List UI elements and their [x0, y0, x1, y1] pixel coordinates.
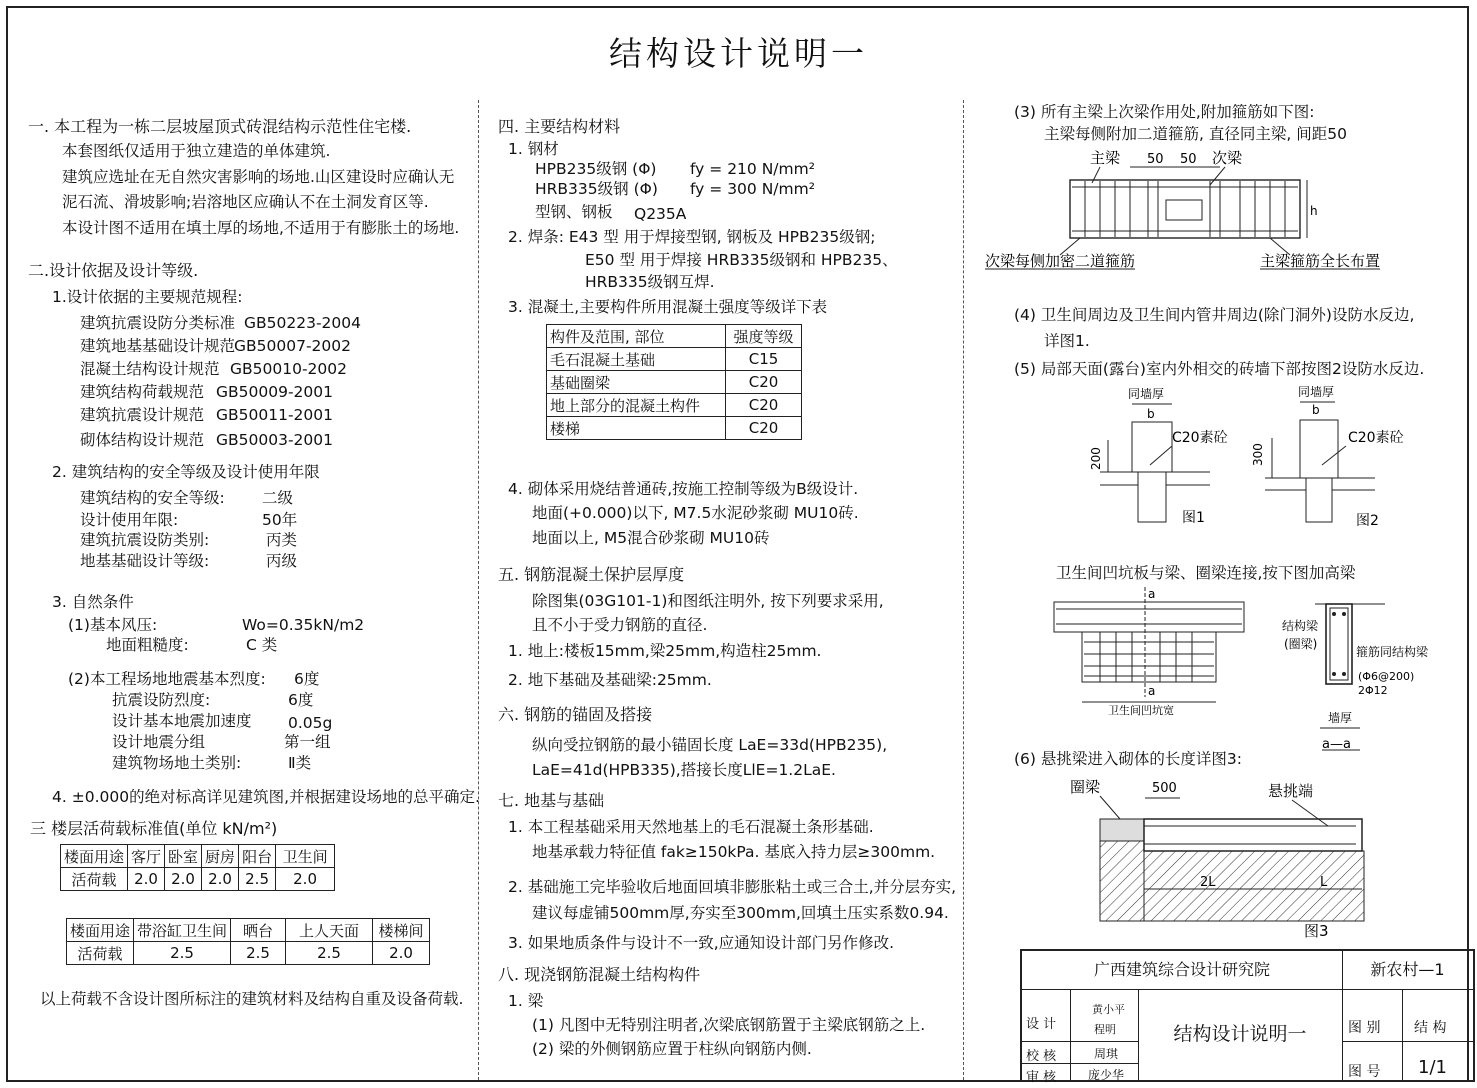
s5-line: 2. 地下基础及基础梁:25mm. [508, 671, 712, 689]
tb-category-label: 图 别 [1348, 1020, 1381, 1036]
column-divider-1 [478, 100, 479, 1080]
code-name: 建筑结构荷载规范 [80, 383, 205, 401]
tb-number-value: 1/1 [1418, 1057, 1447, 1078]
tb-number-label: 图 号 [1348, 1064, 1381, 1080]
code-number: GB50011-2001 [216, 406, 333, 424]
quake-value: 第一组 [284, 733, 331, 751]
tb-designer: 黄小平 [1092, 1003, 1125, 1016]
quake-value: 0.05g [288, 714, 333, 732]
quake-key: 建筑物场地土类别: [112, 754, 242, 772]
grade-value: 50年 [262, 511, 298, 529]
s2-sub4: 4. ±0.000的绝对标高详见建筑图,并根据建设场地的总平确定. [52, 788, 480, 806]
fig3-L: L [1320, 875, 1328, 890]
column-divider-2 [963, 100, 964, 1080]
s1-line: 本套图纸仅适用于独立建造的单体建筑. [62, 142, 331, 160]
s2-sub3: 3. 自然条件 [52, 593, 134, 611]
s7-line: 3. 如果地质条件与设计不一致,应通知设计部门另作修改. [508, 934, 895, 952]
td: 2.5 [231, 942, 286, 965]
td: C15 [726, 348, 802, 371]
section-3-heading: 三 楼层活荷载标准值(单位 kN/m²) [30, 819, 278, 838]
tb-checker: 周琪 [1094, 1047, 1119, 1061]
td: 2.5 [134, 942, 231, 965]
th: 强度等级 [726, 325, 802, 348]
sec-beam-label: 次梁 [1212, 149, 1243, 167]
section-4-heading: 四. 主要结构材料 [498, 117, 621, 136]
th: 构件及范围, 部位 [547, 325, 726, 348]
figure-2 [1240, 380, 1404, 530]
weld-line: HRB335级钢互焊. [585, 273, 715, 291]
tb-designer-2: 程明 [1094, 1023, 1116, 1036]
s2-sub2: 2. 建筑结构的安全等级及设计使用年限 [52, 463, 320, 481]
th: 楼面用途 [67, 919, 134, 942]
td: 基础圈梁 [547, 371, 726, 394]
fig1-wall: 同墙厚 [1128, 387, 1165, 401]
dim-50-b: 50 [1180, 152, 1197, 167]
quake-value: Ⅱ类 [288, 754, 312, 772]
grade-key: 地基基础设计等级: [80, 552, 210, 570]
r6-line: (6) 悬挑梁进入砌体的长度详图3: [1014, 750, 1242, 768]
grade-value: 丙级 [266, 552, 298, 570]
fig3-2L: 2L [1200, 875, 1216, 890]
main-beam-note: 主梁箍筋全长布置 [1260, 252, 1381, 270]
hrb-value: fy = 300 N/mm² [690, 180, 815, 198]
pit-bars: 2Φ12 [1358, 684, 1388, 697]
td: C20 [726, 417, 802, 440]
th: 晒台 [231, 919, 286, 942]
th: 楼面用途 [61, 845, 128, 868]
grade-value: 二级 [262, 489, 294, 507]
td: 2.5 [239, 868, 276, 891]
s1-line: 本设计图不适用在填土厚的场地,不适用于有膨胀土的场地. [62, 219, 460, 237]
section-1-heading: 一. 本工程为一栋二层坡屋顶式砖混结构示范性住宅楼. [28, 117, 412, 136]
wind-key: (1)基本风压: [68, 616, 158, 634]
section-7-heading: 七. 地基与基础 [498, 791, 605, 810]
fig3-cantilever: 悬挑端 [1268, 782, 1314, 800]
fig3-ring: 圈梁 [1070, 778, 1101, 796]
tb-drawing-name: 结构设计说明一 [1173, 1023, 1307, 1045]
th: 客厅 [128, 845, 165, 868]
section-6-heading: 六. 钢筋的锚固及搭接 [498, 705, 653, 724]
masonry-line: 4. 砌体采用烧结普通砖,按施工控制等级为B级设计. [508, 480, 859, 498]
s7-line: 2. 基础施工完毕验收后地面回填非膨胀粘土或三合土,并分层夯实, [508, 878, 957, 896]
s1-line: 泥石流、滑坡影响;岩溶地区应确认不在土洞发育区等. [62, 193, 429, 211]
td: C20 [726, 394, 802, 417]
steel-label: 1. 钢材 [508, 140, 559, 158]
r4-line: (5) 局部天面(露台)室内外相交的砖墙下部按图2设防水反边. [1014, 360, 1425, 378]
code-name: 建筑抗震设防分类标准 [80, 314, 236, 332]
pit-diagram [1050, 582, 1450, 757]
section-2-heading: 二.设计依据及设计等级. [28, 261, 199, 280]
quake-value: 6度 [288, 691, 314, 709]
dim-50-a: 50 [1147, 152, 1164, 167]
code-name: 建筑地基基础设计规范 [80, 337, 236, 355]
th: 阳台 [239, 845, 276, 868]
code-number: GB50010-2002 [230, 360, 347, 378]
section-5-heading: 五. 钢筋混凝土保护层厚度 [498, 565, 685, 584]
quake-key: 设计基本地震加速度 [112, 712, 252, 730]
code-name: 混凝土结构设计规范 [80, 360, 220, 378]
fig1-b: b [1147, 407, 1155, 421]
s6-line: LaE=41d(HPB335),搭接长度LlE=1.2LaE. [532, 761, 836, 779]
grade-key: 设计使用年限: [80, 511, 179, 529]
fig2-wall: 同墙厚 [1298, 385, 1335, 399]
masonry-line: 地面(+0.000)以下, M7.5水泥砂浆砌 MU10砖. [532, 504, 859, 522]
code-number: GB50223-2004 [244, 314, 361, 332]
rough-key: 地面粗糙度: [106, 636, 189, 654]
section-8-heading: 八. 现浇钢筋混凝土结构构件 [498, 965, 701, 984]
s2-sub1: 1.设计依据的主要规范规程: [52, 288, 243, 306]
th: 带浴缸卫生间 [134, 919, 231, 942]
fig2-b: b [1312, 403, 1320, 417]
tb-review-label: 审 核 [1026, 1070, 1057, 1085]
pit-struct-beam: 结构梁 [1282, 619, 1319, 633]
s5-line: 除图集(03G101-1)和图纸注明外, 按下列要求采用, [532, 592, 884, 610]
tb-project: 新农村—1 [1370, 960, 1445, 979]
hpb-value: fy = 210 N/mm² [690, 160, 815, 178]
fig3-dim-500: 500 [1152, 781, 1177, 796]
fig1-height: 200 [1089, 447, 1103, 470]
s7-line: 地基承载力特征值 fak≥150kPa. 基底入持力层≥300mm. [532, 843, 936, 861]
tb-design-label: 设 计 [1026, 1017, 1057, 1032]
quake-value: 6度 [294, 670, 320, 688]
quake-key: (2)本工程场地地震基本烈度: [68, 670, 266, 688]
pit-a-bottom: a [1148, 684, 1156, 698]
th: 卧室 [165, 845, 202, 868]
page-title: 结构设计说明一 [609, 34, 868, 73]
td: 2.0 [202, 868, 239, 891]
fig2-height: 300 [1251, 443, 1265, 466]
weld-line: 2. 焊条: E43 型 用于焊接型钢, 钢板及 HPB235级钢; [508, 228, 876, 246]
code-number: GB50009-2001 [216, 383, 333, 401]
s5-line: 且不小于受力钢筋的直径. [532, 616, 708, 634]
hrb-label: HRB335级钢 (Φ) [535, 180, 658, 198]
main-beam-label: 主梁 [1090, 149, 1121, 167]
wind-value: Wo=0.35kN/m2 [242, 616, 365, 634]
r3-line: (3) 所有主梁上次梁作用处,附加箍筋如下图: [1014, 103, 1315, 121]
load-note: 以上荷载不含设计图所标注的建筑材料及结构自重及设备荷载. [40, 990, 464, 1008]
s8-line: (1) 凡图中无特别注明者,次梁底钢筋置于主梁底钢筋之上. [532, 1016, 926, 1034]
tb-reviewer: 庞少华 [1088, 1068, 1125, 1082]
masonry-line: 地面以上, M5混合砂浆砌 MU10砖 [532, 529, 770, 547]
pit-section: a—a [1322, 737, 1351, 752]
td: 活荷载 [67, 942, 134, 965]
s8-line: (2) 梁的外侧钢筋应置于柱纵向钢筋内侧. [532, 1040, 812, 1058]
td: 2.0 [128, 868, 165, 891]
live-load-table-2 [66, 918, 430, 965]
quake-key: 设计地震分组 [112, 733, 206, 751]
r4-line: (4) 卫生间周边及卫生间内管井周边(除门洞外)设防水反边, [1014, 306, 1415, 324]
concrete-label: 3. 混凝土,主要构件所用混凝土强度等级详下表 [508, 298, 828, 316]
td: 毛石混凝土基础 [547, 348, 726, 371]
rough-value: C 类 [246, 636, 278, 654]
tb-check-label: 校 核 [1026, 1049, 1057, 1064]
td: 2.5 [286, 942, 373, 965]
concrete-grade-table [546, 324, 802, 440]
td: 2.0 [373, 942, 430, 965]
code-name: 建筑抗震设计规范 [80, 406, 205, 424]
beam-label: 1. 梁 [508, 992, 544, 1010]
td: C20 [726, 371, 802, 394]
fig1-concrete: C20素砼 [1172, 430, 1228, 446]
weld-line: E50 型 用于焊接 HRB335级钢和 HPB235、 [585, 251, 898, 269]
code-name: 砌体结构设计规范 [80, 431, 205, 449]
pit-a-top: a [1148, 587, 1156, 601]
th: 卫生间 [276, 845, 335, 868]
figure-3 [1060, 774, 1390, 944]
grade-value: 丙类 [266, 531, 298, 549]
s1-line: 建筑应选址在无自然灾害影响的场地.山区建设时应确认无 [62, 168, 455, 186]
figure-1 [1080, 380, 1240, 530]
fig2-concrete: C20素砼 [1348, 430, 1404, 446]
th: 厨房 [202, 845, 239, 868]
s6-line: 纵向受拉钢筋的最小锚固长度 LaE=33d(HPB235), [532, 736, 888, 754]
pit-width: 卫生间凹坑宽 [1108, 704, 1174, 717]
pit-ring-beam: (圈梁) [1284, 637, 1318, 651]
td: 楼梯 [547, 417, 726, 440]
pit-stirrup-spec: (Φ6@200) [1358, 670, 1415, 683]
grade-key: 建筑抗震设防类别: [80, 531, 210, 549]
td: 活荷载 [61, 868, 128, 891]
hpb-label: HPB235级钢 (Φ) [535, 160, 657, 178]
fig2-label: 图2 [1356, 513, 1379, 529]
s7-line: 1. 本工程基础采用天然地基上的毛石混凝土条形基础. [508, 818, 874, 836]
s5-line: 1. 地上:楼板15mm,梁25mm,构造柱25mm. [508, 642, 822, 660]
th: 上人天面 [286, 919, 373, 942]
r3-line: 主梁每侧附加二道箍筋, 直径同主梁, 间距50 [1044, 125, 1347, 143]
td: 2.0 [165, 868, 202, 891]
grade-key: 建筑结构的安全等级: [80, 489, 225, 507]
shape-label: 型钢、钢板 [535, 203, 613, 221]
height-h: h [1310, 204, 1318, 218]
td: 2.0 [276, 868, 335, 891]
s7-line: 建议每虚铺500mm厚,夯实至300mm,回填土压实系数0.94. [532, 904, 949, 922]
td: 地上部分的混凝土构件 [547, 394, 726, 417]
shape-value: Q235A [634, 205, 687, 223]
tb-category-value: 结 构 [1414, 1020, 1447, 1036]
stirrup-diagram [980, 145, 1400, 275]
tb-organization: 广西建筑综合设计研究院 [1093, 960, 1270, 979]
sec-beam-note: 次梁每侧加密二道箍筋 [985, 252, 1136, 270]
live-load-table-1 [60, 844, 335, 891]
quake-key: 抗震设防烈度: [112, 691, 211, 709]
fig3-label: 图3 [1304, 922, 1329, 940]
fig1-label: 图1 [1182, 510, 1205, 526]
th: 楼梯间 [373, 919, 430, 942]
pit-caption: 卫生间凹坑板与梁、圈梁连接,按下图加高梁 [1056, 564, 1356, 582]
code-number: GB50003-2001 [216, 431, 333, 449]
pit-stirrup-same: 箍筋同结构梁 [1356, 645, 1429, 659]
title-block [1020, 949, 1475, 1085]
pit-wall-thk: 墙厚 [1328, 711, 1353, 725]
r4-line: 详图1. [1044, 332, 1090, 350]
code-number: GB50007-2002 [234, 337, 351, 355]
